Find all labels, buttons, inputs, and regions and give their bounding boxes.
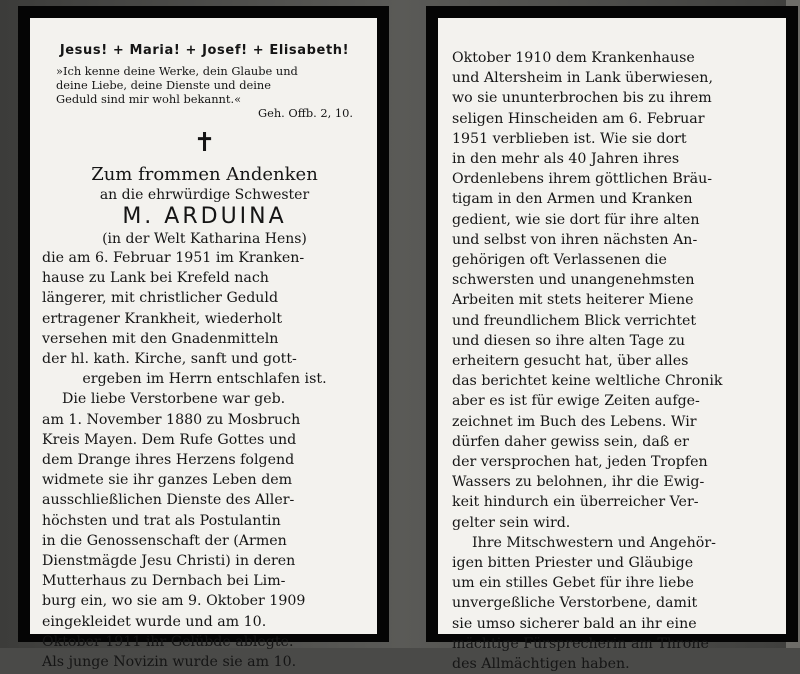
body-line: höchsten und trat als Postulantin [42,512,281,529]
body-line: Ordenlebens ihrem göttlichen Bräu- [452,171,713,188]
deceased-name: M. ARDUINA [122,204,287,229]
body-line: und Altersheim in Lank überwiesen, [452,70,713,87]
body-line: Als junge Novizin wurde sie am 10. [42,654,297,671]
body-line: ertragener Krankheit, wiederholt [42,310,283,327]
body-line: gedient, wie sie dort für ihre alten [452,211,700,228]
front-body-text [42,248,367,672]
body-line: schwersten und unangenehmsten [452,272,695,289]
body-line: die am 6. Februar 1951 im Kranken- [42,250,305,266]
body-line: widmete sie ihr ganzes Leben dem [42,472,293,489]
body-line: unvergeßliche Verstorbene, damit [452,595,698,612]
body-line: Arbeiten mit stets heiterer Miene [452,292,694,309]
prayer-card-back [426,6,798,673]
quote-line: Geduld sind mir wohl bekannt.« [56,92,242,106]
body-line: in den mehr als 40 Jahren ihres [452,151,680,168]
bible-quote [42,64,367,120]
body-line: zeichnet im Buch des Lebens. Wir [452,413,697,430]
body-line: igen bitten Priester und Gläubige [452,555,694,572]
body-line: ergeben im Herrn entschlafen ist. [82,371,327,388]
body-line: Ihre Mitschwestern und Angehör- [472,534,716,551]
body-line: des Allmächtigen haben. [452,656,630,673]
body-line: keit hindurch ein überreicher Ver- [452,494,699,511]
prayer-card-front [18,6,389,671]
quote-line: »Ich kenne deine Werke, dein Glaube und [56,64,298,78]
body-line: Kreis Mayen. Dem Rufe Gottes und [42,431,297,448]
body-line: seligen Hinscheiden am 6. Februar [452,110,705,127]
memorial-subheading: an die ehrwürdige Schwester [99,187,310,203]
body-line: und selbst von ihren nächsten An- [452,231,698,248]
body-line: mächtige Fürsprecherin am Throne [452,635,709,652]
body-line: der versprochen hat, jeden Tropfen [452,454,708,471]
body-line: versehen mit den Gnadenmitteln [42,330,279,347]
body-line: tigam in den Armen und Kranken [452,191,693,208]
card-front-paper [30,18,377,671]
body-line: Wassers zu belohnen, ihr die Ewig- [452,474,705,491]
body-line: Dienstmägde Jesu Christi) in deren [42,553,296,570]
body-line: am 1. November 1880 zu Mosbruch [42,411,301,428]
body-line: eingekleidet wurde und am 10. [42,613,267,630]
body-line: Mutterhaus zu Dernbach bei Lim- [42,573,286,590]
body-line: 1951 verblieben ist. Wie sie dort [452,130,687,147]
body-line: und diesen so ihre alten Tage zu [452,332,686,349]
worldly-name: (in der Welt Katharina Hens) [102,231,307,247]
body-line: und freundlichem Blick verrichtet [452,312,697,329]
body-line: aber es ist für ewige Zeiten aufge- [452,393,700,410]
body-line: um ein stilles Gebet für ihre liebe [452,575,694,592]
body-line: gelter sein wird. [452,514,571,531]
body-line: sie umso sicherer bald an ihr eine [452,615,697,632]
memorial-heading: Zum frommen Andenken [91,164,318,185]
body-line: dem Drange ihres Herzens folgend [42,452,295,469]
body-line: längerer, mit christlicher Geduld [42,290,279,307]
body-line: dürfen daher gewiss sein, daß er [452,433,689,450]
cross-icon: ✝ [193,128,216,158]
body-line: Die liebe Verstorbene war geb. [62,391,286,408]
quote-line: deine Liebe, deine Dienste und deine [56,78,271,92]
body-line: Oktober 1911 ihr Gelübde ablegte. [42,633,294,650]
body-line: gehörigen oft Verlassenen die [452,252,667,269]
body-line: das berichtet keine weltliche Chronik [452,373,723,390]
invocation-line: Jesus! + Maria! + Josef! + Elisabeth! [59,43,350,58]
body-line: hause zu Lank bei Krefeld nach [42,270,269,287]
quote-source: Geh. Offb. 2, 10. [258,106,353,120]
body-line: burg ein, wo sie am 9. Oktober 1909 [42,593,306,610]
body-line: ausschließlichen Dienste des Aller- [42,492,295,509]
card-back-paper [438,18,786,673]
body-line: erheitern gesucht hat, über alles [452,353,689,370]
body-line: Oktober 1910 dem Krankenhause [452,50,695,66]
body-line: in die Genossenschaft der (Armen [42,532,287,549]
body-line: wo sie ununterbrochen bis zu ihrem [452,90,712,107]
back-body-text [452,48,774,674]
body-line: der hl. kath. Kirche, sanft und gott- [42,351,297,368]
